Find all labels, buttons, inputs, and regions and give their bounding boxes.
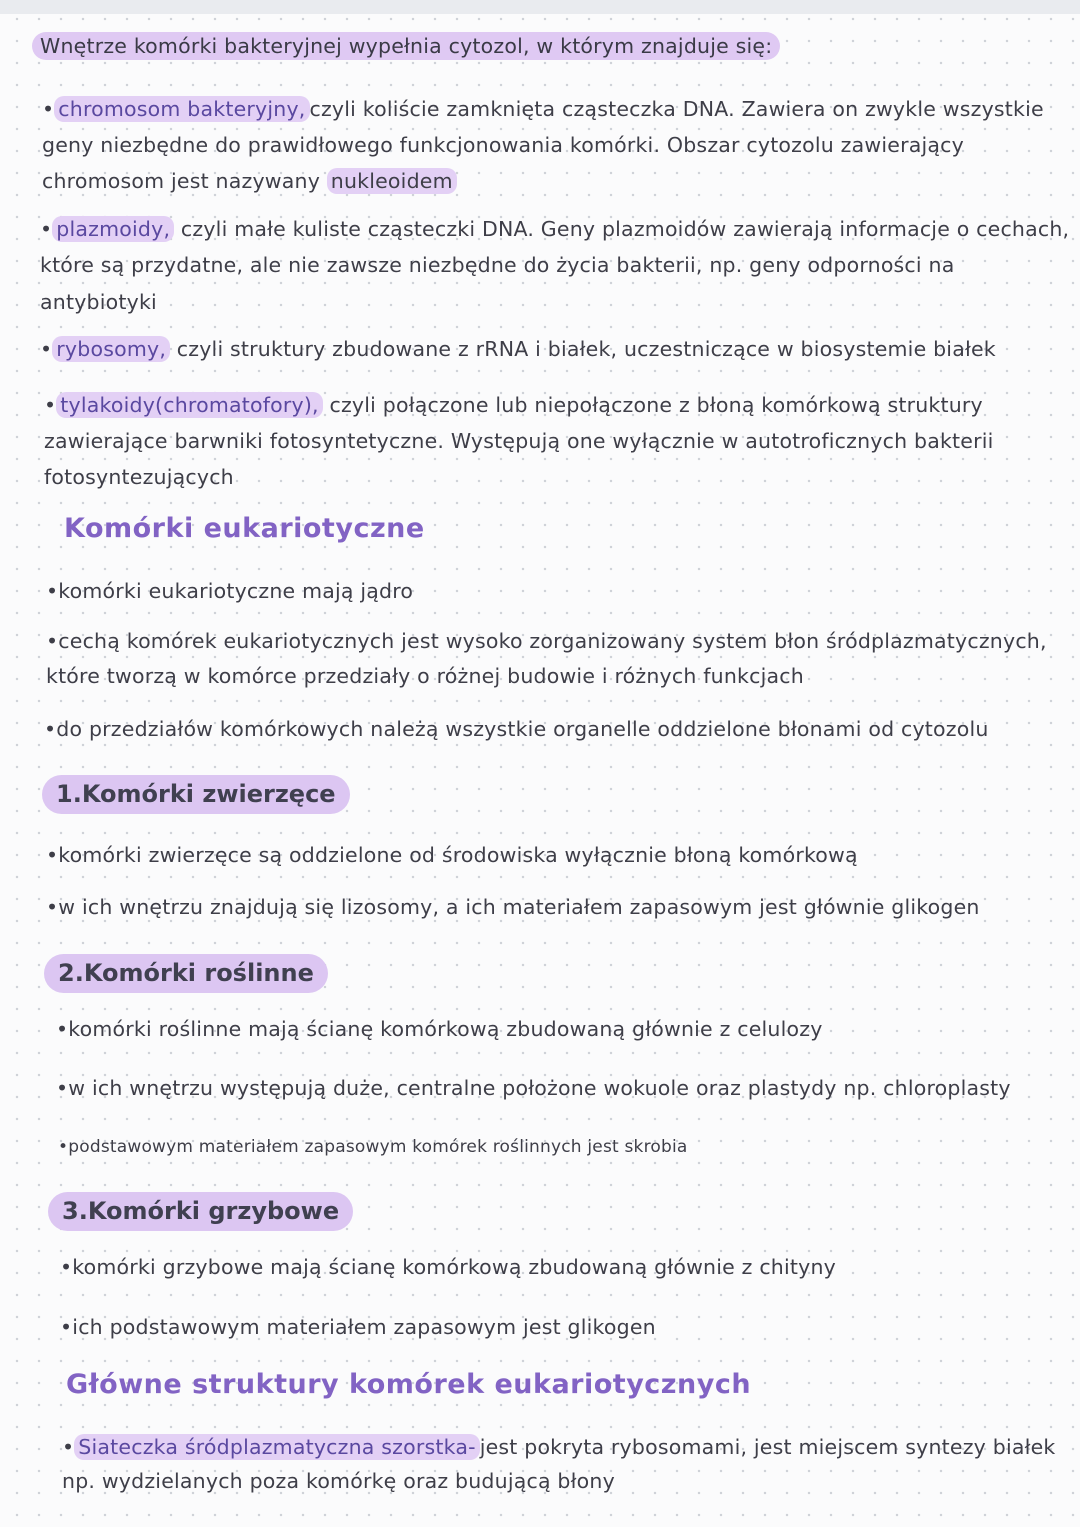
fungi-heading: 3.Komórki grzybowe xyxy=(48,1192,353,1231)
chromosom-line-1: • chromosom bakteryjny, czyli koliście zamknięta cząsteczka DNA. Zawiera on zwykle wszystkie xyxy=(42,97,1044,121)
tylakoidy-line-3: fotosyntezujących xyxy=(44,465,234,489)
structures-line-1: • Siateczka śródplazmatyczna szorstka- jest pokryta rybosomami, jest miejscem syntezy białek xyxy=(62,1435,1056,1459)
plazmidy-line-1: • plazmoidy, czyli małe kuliste cząsteczki DNA. Geny plazmoidów zawierają informacje o cechach, xyxy=(40,217,1070,241)
tylakoidy-line-1: • tylakoidy(chromatofory), czyli połączone lub niepołączone z błoną komórkową struktury xyxy=(44,393,983,417)
plant-bullet-3: •podstawowym materiałem zapasowym komórek roślinnych jest skrobia xyxy=(58,1137,688,1157)
structures-title: Główne struktury komórek eukariotycznych xyxy=(66,1369,752,1400)
page-top-edge xyxy=(0,0,1080,14)
structures-line-2: np. wydzielanych poza komórkę oraz budującą błony xyxy=(62,1469,615,1493)
eukaryotic-bullet-1: •komórki eukariotyczne mają jądro xyxy=(46,579,414,603)
rybosomy-line-1: • rybosomy, czyli struktury zbudowane z rRNA i białek, uczestniczące w biosystemie białek xyxy=(40,337,996,361)
plazmidy-term: plazmoidy, xyxy=(52,216,174,242)
rybosomy-term: rybosomy, xyxy=(52,336,170,362)
siateczka-term: Siateczka śródplazmatyczna szorstka- xyxy=(74,1434,479,1460)
tylakoidy-term: tylakoidy(chromatofory), xyxy=(56,392,322,418)
chromosom-line-3: chromosom jest nazywany nukleoidem xyxy=(42,168,457,194)
chromosom-line-2: geny niezbędne do prawidłowego funkcjonowania komórki. Obszar cytozolu zawierający xyxy=(42,133,964,157)
eukaryotic-bullet-3: •do przedziałów komórkowych należą wszystkie organelle oddzielone błonami od cytozolu xyxy=(44,717,989,741)
plazmidy-line-2: które są przydatne, ale nie zawsze niezbędne do życia bakterii, np. geny odporności na xyxy=(40,253,955,277)
animal-heading: 1.Komórki zwierzęce xyxy=(42,775,350,814)
fungi-bullet-2: •ich podstawowym materiałem zapasowym jest glikogen xyxy=(60,1315,656,1339)
chromosom-term: chromosom bakteryjny, xyxy=(54,96,309,122)
eukaryotic-bullet-2-line-1: •cechą komórek eukariotycznych jest wysoko zorganizowany system błon śródplazmatycznych, xyxy=(46,629,1047,653)
eukaryotic-bullet-2-line-2: które tworzą w komórce przedziały o różnej budowie i różnych funkcjach xyxy=(46,664,804,688)
intro-line xyxy=(32,33,780,59)
nukleoid-term: nukleoidem xyxy=(327,168,457,194)
fungi-bullet-1: •komórki grzybowe mają ścianę komórkową zbudowaną głównie z chityny xyxy=(60,1255,836,1279)
plant-bullet-2: •w ich wnętrzu występują duże, centralne położone wokuole oraz plastydy np. chloroplasty xyxy=(56,1076,1011,1100)
eukaryotic-title: Komórki eukariotyczne xyxy=(64,513,425,544)
intro-text: Wnętrze komórki bakteryjnej wypełnia cytozol, w którym znajduje się: xyxy=(32,32,780,60)
tylakoidy-line-2: zawierające barwniki fotosyntetyczne. Występują one wyłącznie w autotroficznych bakterii xyxy=(44,429,994,453)
plant-heading: 2.Komórki roślinne xyxy=(44,954,328,993)
plant-bullet-1: •komórki roślinne mają ścianę komórkową zbudowaną głównie z celulozy xyxy=(56,1017,823,1041)
plazmidy-line-3: antybiotyki xyxy=(40,290,157,314)
animal-bullet-1: •komórki zwierzęce są oddzielone od środowiska wyłącznie błoną komórkową xyxy=(46,843,858,867)
animal-bullet-2: •w ich wnętrzu znajdują się lizosomy, a ich materiałem zapasowym jest głównie glikogen xyxy=(46,895,980,919)
